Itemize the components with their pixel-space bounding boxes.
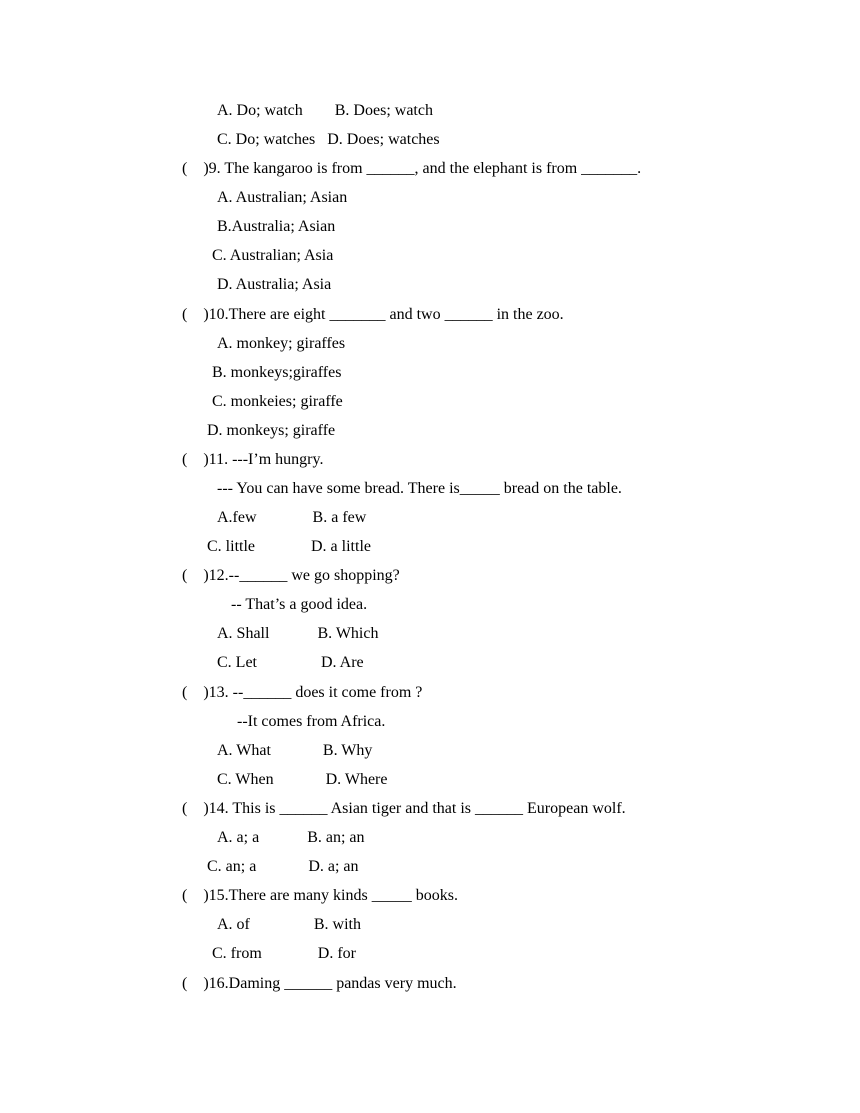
q13-options-ab: A. What B. Why [217,742,373,759]
q12-dialogue: -- That’s a good idea. [231,596,368,613]
question-10: ( )10.There are eight _______ and two ______ in the zoo. [182,306,564,323]
q10-option-d: D. monkeys; giraffe [207,422,336,439]
q9-option-c: C. Australian; Asia [212,247,334,264]
question-15: ( )15.There are many kinds _____ books. [182,887,458,904]
question-13: ( )13. --______ does it come from ? [182,684,423,701]
question-11: ( )11. ---I’m hungry. [182,451,324,468]
q9-option-a: A. Australian; Asian [217,189,348,206]
q13-dialogue: --It comes from Africa. [237,713,386,730]
q14-options-cd: C. an; a D. a; an [207,858,359,875]
question-16: ( )16.Daming ______ pandas very much. [182,975,457,992]
q10-option-a: A. monkey; giraffes [217,335,346,352]
q11-dialogue: --- You can have some bread. There is_____ bread on the table. [217,480,622,497]
q12-options-cd: C. Let D. Are [217,654,364,671]
q15-options-ab: A. of B. with [217,916,361,933]
question-12: ( )12.--______ we go shopping? [182,567,400,584]
q15-options-cd: C. from D. for [212,945,356,962]
q12-options-ab: A. Shall B. Which [217,625,379,642]
q8-options-cd: C. Do; watches D. Does; watches [217,131,440,148]
q14-options-ab: A. a; a B. an; an [217,829,365,846]
q13-options-cd: C. When D. Where [217,771,388,788]
q11-options-cd: C. little D. a little [207,538,371,555]
q9-option-d: D. Australia; Asia [217,276,332,293]
q10-option-b: B. monkeys;giraffes [212,364,342,381]
q11-options-ab: A.few B. a few [217,509,367,526]
q9-option-b: B.Australia; Asian [217,218,336,235]
question-14: ( )14. This is ______ Asian tiger and that is ______ European wolf. [182,800,626,817]
question-9: ( )9. The kangaroo is from ______, and the elephant is from _______. [182,160,642,177]
q10-option-c: C. monkeies; giraffe [212,393,343,410]
q8-options-ab: A. Do; watch B. Does; watch [217,102,433,119]
